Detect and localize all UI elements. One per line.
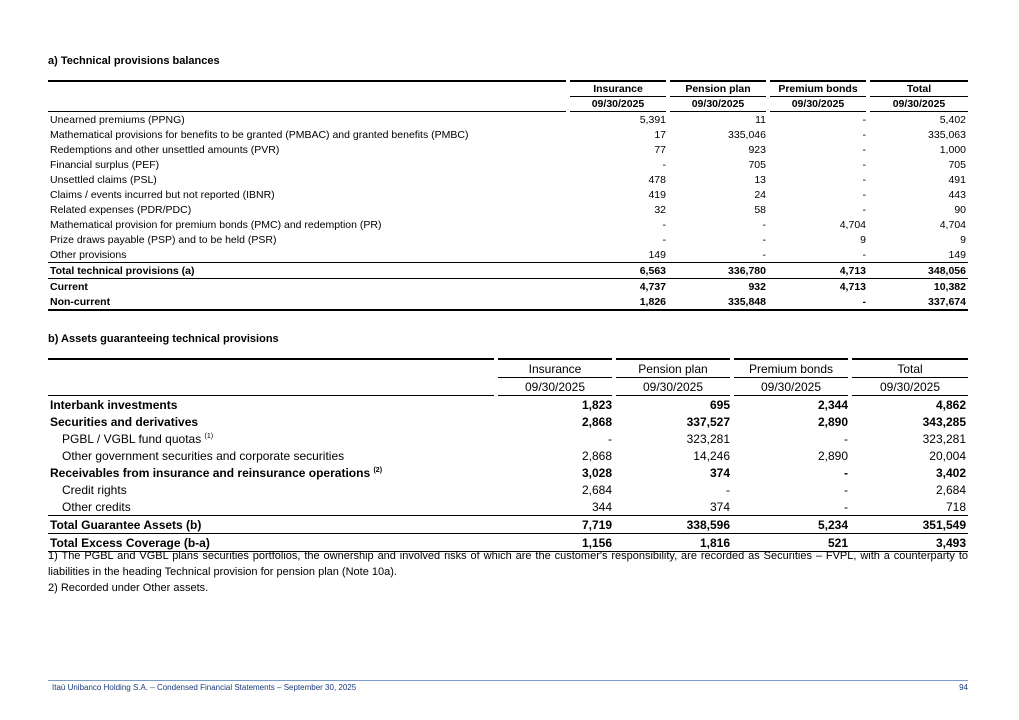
cell-value: - (608, 431, 612, 446)
cell-value: - (844, 465, 848, 480)
footer-company-text: Itaú Unibanco Holding S.A. – Condensed Financial Statements – September 30, 2025 (52, 683, 357, 692)
cell-value: 1,826 (568, 294, 668, 310)
table-row (48, 247, 968, 263)
cell-value: 374 (709, 499, 730, 514)
cell-value: - (862, 143, 866, 156)
column-date: 09/30/2025 (614, 378, 732, 396)
cell-value: 923 (748, 143, 766, 156)
cell-value: 4,704 (939, 218, 966, 231)
cell-value: 335,063 (928, 128, 966, 141)
table-row (48, 263, 968, 279)
row-label (48, 187, 568, 202)
column-date: 09/30/2025 (768, 97, 868, 112)
cell-value: 1,000 (939, 143, 966, 156)
cell-value: 344 (591, 499, 612, 514)
cell-value: 335,848 (668, 294, 768, 310)
table-row (48, 127, 968, 142)
cell-value: 9 (960, 233, 966, 246)
row-label-text: Securities and derivatives (50, 414, 199, 429)
table-row (48, 232, 968, 247)
column-date: 09/30/2025 (868, 97, 968, 112)
cell-value: 5,391 (639, 113, 666, 126)
cell-value: 323,281 (686, 431, 730, 446)
row-label-text: PGBL / VGBL fund quotas (62, 431, 202, 446)
cell-value: 90 (954, 203, 966, 216)
column-header: Insurance (496, 359, 614, 378)
cell-value: - (768, 294, 868, 310)
row-label-text: Mathematical provision for premium bonds (PMC) and redemption (PR) (50, 218, 382, 231)
row-label-text: Unsettled claims (PSL) (50, 173, 157, 186)
column-date: 09/30/2025 (568, 97, 668, 112)
cell-value: 337,674 (868, 294, 968, 310)
column-date: 09/30/2025 (496, 378, 614, 396)
column-header: Pension plan (614, 359, 732, 378)
date-row (48, 378, 968, 396)
table-row (48, 447, 968, 464)
cell-value: - (844, 431, 848, 446)
cell-value: 1,823 (581, 397, 612, 412)
cell-value: 4,713 (768, 263, 868, 279)
cell-value: 20,004 (929, 448, 966, 463)
cell-value: - (662, 158, 666, 171)
cell-value: 335,046 (728, 128, 766, 141)
row-label-text: Other government securities and corporate securities (62, 448, 345, 463)
guarantee-assets-table (48, 358, 968, 552)
column-header: Total (868, 81, 968, 97)
cell-value: - (762, 248, 766, 261)
cell-value: 6,563 (568, 263, 668, 279)
row-label-text: Non-current (50, 295, 111, 308)
cell-value: 695 (709, 397, 730, 412)
cell-value: 2,890 (817, 414, 848, 429)
table-row (48, 481, 968, 498)
table-row (48, 516, 968, 534)
cell-value: 5,402 (939, 113, 966, 126)
row-label (48, 157, 568, 172)
cell-value: - (862, 158, 866, 171)
row-label-text: Related expenses (PDR/PDC) (50, 203, 192, 216)
row-label (48, 430, 496, 447)
table-row (48, 294, 968, 310)
cell-value: - (726, 482, 730, 497)
row-label-text: Unearned premiums (PPNG) (50, 113, 185, 126)
cell-value: - (862, 173, 866, 186)
footnote-1: 1) The PGBL and VGBL plans securities portfolios, the ownership and involved risks of which are the customer's responsibility, are recorded as Securities – FVPL, with a counterparty to liabilities in the heading Technical provision for pension plan (Note 10a). (48, 550, 968, 578)
row-label (48, 232, 568, 247)
cell-value: 149 (948, 248, 966, 261)
table-row (48, 396, 968, 414)
row-label (48, 142, 568, 157)
footnote-marker: (2) (373, 466, 383, 474)
cell-value: - (844, 499, 848, 514)
row-label (48, 396, 496, 414)
table-row (48, 187, 968, 202)
cell-value: 3,493 (850, 534, 968, 552)
cell-value: 4,713 (839, 280, 866, 293)
cell-value: - (862, 248, 866, 261)
column-date: 09/30/2025 (850, 378, 968, 396)
cell-value: 2,684 (581, 482, 612, 497)
row-label (48, 217, 568, 232)
row-label (48, 247, 568, 263)
header-blank (48, 378, 496, 396)
row-label (48, 202, 568, 217)
cell-value: 932 (748, 280, 766, 293)
cell-value: - (762, 218, 766, 231)
cell-value: 2,868 (581, 414, 612, 429)
row-label-text: Credit rights (62, 482, 127, 497)
date-row (48, 97, 968, 112)
table-row (48, 413, 968, 430)
cell-value: - (862, 113, 866, 126)
table-row (48, 112, 968, 128)
cell-value: 343,285 (922, 414, 966, 429)
cell-value: 149 (648, 248, 666, 261)
table-row (48, 279, 968, 295)
cell-value: 32 (654, 203, 666, 216)
table-row (48, 498, 968, 516)
table-row (48, 430, 968, 447)
row-label-text: Total technical provisions (a) (50, 264, 195, 277)
cell-value: - (862, 128, 866, 141)
cell-value: 77 (654, 143, 666, 156)
column-date: 09/30/2025 (732, 378, 850, 396)
row-label (48, 481, 496, 498)
cell-value: 374 (709, 465, 730, 480)
cell-value: 4,862 (935, 397, 966, 412)
cell-value: 3,402 (935, 465, 966, 480)
row-label (48, 294, 568, 310)
cell-value: 9 (860, 233, 866, 246)
cell-value: - (844, 482, 848, 497)
header-blank (48, 359, 496, 378)
cell-value: 24 (754, 188, 766, 201)
cell-value: 2,890 (817, 448, 848, 463)
column-header: Insurance (568, 81, 668, 97)
table-row (48, 172, 968, 187)
cell-value: 348,056 (868, 263, 968, 279)
row-label-text: Interbank investments (50, 397, 178, 412)
cell-value: 13 (754, 173, 766, 186)
row-label-text: Current (50, 280, 88, 293)
cell-value: 1,816 (614, 534, 732, 552)
section-b-title: b) Assets guaranteeing technical provisions (48, 333, 279, 345)
row-label-text: Other credits (62, 499, 131, 514)
row-label-text: Financial surplus (PEF) (50, 158, 160, 171)
column-header: Pension plan (668, 81, 768, 97)
cell-value: 338,596 (614, 516, 732, 534)
table-row (48, 464, 968, 481)
row-label-text: Other provisions (50, 248, 127, 261)
row-label (48, 172, 568, 187)
cell-value: - (762, 233, 766, 246)
footer-divider (48, 680, 968, 681)
cell-value: - (862, 203, 866, 216)
cell-value: 443 (948, 188, 966, 201)
table-row (48, 157, 968, 172)
cell-value: - (662, 218, 666, 231)
cell-value: 5,234 (732, 516, 850, 534)
column-header: Premium bonds (732, 359, 850, 378)
table-row (48, 217, 968, 232)
cell-value: 2,684 (935, 482, 966, 497)
cell-value: 4,704 (839, 218, 866, 231)
cell-value: 705 (748, 158, 766, 171)
row-label (48, 413, 496, 430)
column-date: 09/30/2025 (668, 97, 768, 112)
footnote-marker: (1) (204, 432, 214, 440)
row-label-text: Prize draws payable (PSP) and to be held (PSR) (50, 233, 277, 246)
page-number: 94 (959, 683, 968, 692)
cell-value: 419 (648, 188, 666, 201)
row-label (48, 279, 568, 295)
header-row (48, 81, 968, 97)
row-label (48, 112, 568, 128)
cell-value: 2,344 (817, 397, 848, 412)
cell-value: 14,246 (693, 448, 730, 463)
cell-value: 351,549 (850, 516, 968, 534)
row-label (48, 447, 496, 464)
header-blank (48, 81, 568, 97)
row-label (48, 498, 496, 516)
row-label-text: Total Guarantee Assets (b) (50, 517, 202, 532)
cell-value: 11 (755, 113, 766, 126)
row-label (48, 263, 568, 279)
footnote-2: 2) Recorded under Other assets. (48, 582, 209, 594)
cell-value: 705 (948, 158, 966, 171)
row-label (48, 516, 496, 534)
cell-value: 718 (945, 499, 966, 514)
row-label-text: Mathematical provisions for benefits to be granted (PMBAC) and granted benefits (PMBC) (50, 128, 469, 141)
cell-value: 336,780 (668, 263, 768, 279)
header-blank (48, 97, 568, 112)
table-row (48, 142, 968, 157)
footnotes (48, 548, 968, 596)
row-label-text: Claims / events incurred but not reported (IBNR) (50, 188, 275, 201)
cell-value: 521 (732, 534, 850, 552)
technical-provisions-table (48, 80, 968, 311)
column-header: Total (850, 359, 968, 378)
cell-value: 1,156 (496, 534, 614, 552)
section-a-title: a) Technical provisions balances (48, 55, 220, 67)
cell-value: 323,281 (922, 431, 966, 446)
cell-value: 7,719 (496, 516, 614, 534)
row-label (48, 464, 496, 481)
row-label-text: Redemptions and other unsettled amounts (PVR) (50, 143, 280, 156)
header-row (48, 359, 968, 378)
cell-value: 2,868 (581, 448, 612, 463)
column-header: Premium bonds (768, 81, 868, 97)
cell-value: 4,737 (639, 280, 666, 293)
cell-value: 337,527 (686, 414, 730, 429)
cell-value: - (662, 233, 666, 246)
cell-value: 3,028 (581, 465, 612, 480)
cell-value: 478 (648, 173, 666, 186)
cell-value: 58 (754, 203, 766, 216)
cell-value: 10,382 (933, 280, 966, 293)
row-label (48, 127, 568, 142)
row-label-text: Receivables from insurance and reinsurance operations (50, 465, 371, 480)
cell-value: 17 (654, 128, 666, 141)
row-label-text: Total Excess Coverage (b-a) (50, 535, 210, 550)
cell-value: 491 (948, 173, 966, 186)
cell-value: - (862, 188, 866, 201)
table-row (48, 202, 968, 217)
